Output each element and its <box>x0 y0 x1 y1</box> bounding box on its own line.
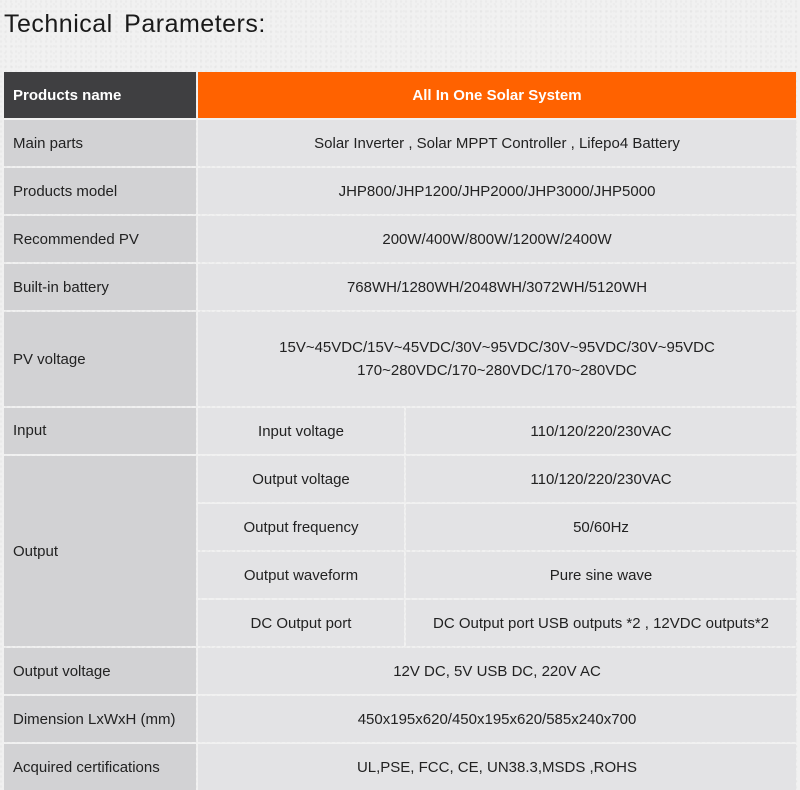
table-row <box>4 312 796 406</box>
table-header-row <box>4 72 796 118</box>
sub-label: Input voltage <box>198 408 404 454</box>
header-label: Products name <box>4 72 196 118</box>
row-label: PV voltage <box>4 312 196 406</box>
row-value: JHP800/JHP1200/JHP2000/JHP3000/JHP5000 <box>198 168 796 214</box>
sub-label: Output frequency <box>198 504 404 550</box>
row-label: Input <box>4 408 196 454</box>
sub-row <box>4 552 796 598</box>
value-line: 15V~45VDC/15V~45VDC/30V~95VDC/30V~95VDC/30V~95VDC <box>279 339 715 356</box>
sub-row <box>4 504 796 550</box>
table-row <box>4 216 796 262</box>
sub-label: DC Output port <box>198 600 404 646</box>
row-value: UL,PSE, FCC, CE, UN38.3,MSDS ,ROHS <box>198 744 796 790</box>
table-row <box>4 696 796 742</box>
row-label: Products model <box>4 168 196 214</box>
sub-value: DC Output port USB outputs *2 , 12VDC outputs*2 <box>406 600 796 646</box>
table-row <box>4 168 796 214</box>
table-row <box>4 120 796 166</box>
sub-value: 50/60Hz <box>406 504 796 550</box>
row-value: Solar Inverter , Solar MPPT Controller , Lifepo4 Battery <box>198 120 796 166</box>
table-row <box>4 648 796 694</box>
header-value: All In One Solar System <box>198 72 796 118</box>
row-label: Acquired certifications <box>4 744 196 790</box>
row-value: 450x195x620/450x195x620/585x240x700 <box>198 696 796 742</box>
sub-row <box>4 456 796 502</box>
row-label: Output voltage <box>4 648 196 694</box>
row-label: Output <box>4 456 196 646</box>
page-title: Technical Parameters: <box>4 10 266 38</box>
sub-value: 110/120/220/230VAC <box>406 456 796 502</box>
table-row <box>4 264 796 310</box>
sub-label: Output waveform <box>198 552 404 598</box>
row-value: 200W/400W/800W/1200W/2400W <box>198 216 796 262</box>
sub-label: Output voltage <box>198 456 404 502</box>
row-label: Recommended PV <box>4 216 196 262</box>
row-label: Main parts <box>4 120 196 166</box>
value-line: 170~280VDC/170~280VDC/170~280VDC <box>357 362 637 379</box>
row-label: Dimension LxWxH (mm) <box>4 696 196 742</box>
sub-value: 110/120/220/230VAC <box>406 408 796 454</box>
table-row <box>4 744 796 790</box>
row-value <box>198 312 796 406</box>
sub-row <box>4 600 796 646</box>
sub-value: Pure sine wave <box>406 552 796 598</box>
row-value: 768WH/1280WH/2048WH/3072WH/5120WH <box>198 264 796 310</box>
row-value: 12V DC, 5V USB DC, 220V AC <box>198 648 796 694</box>
table-row-input <box>4 408 796 454</box>
row-label: Built-in battery <box>4 264 196 310</box>
